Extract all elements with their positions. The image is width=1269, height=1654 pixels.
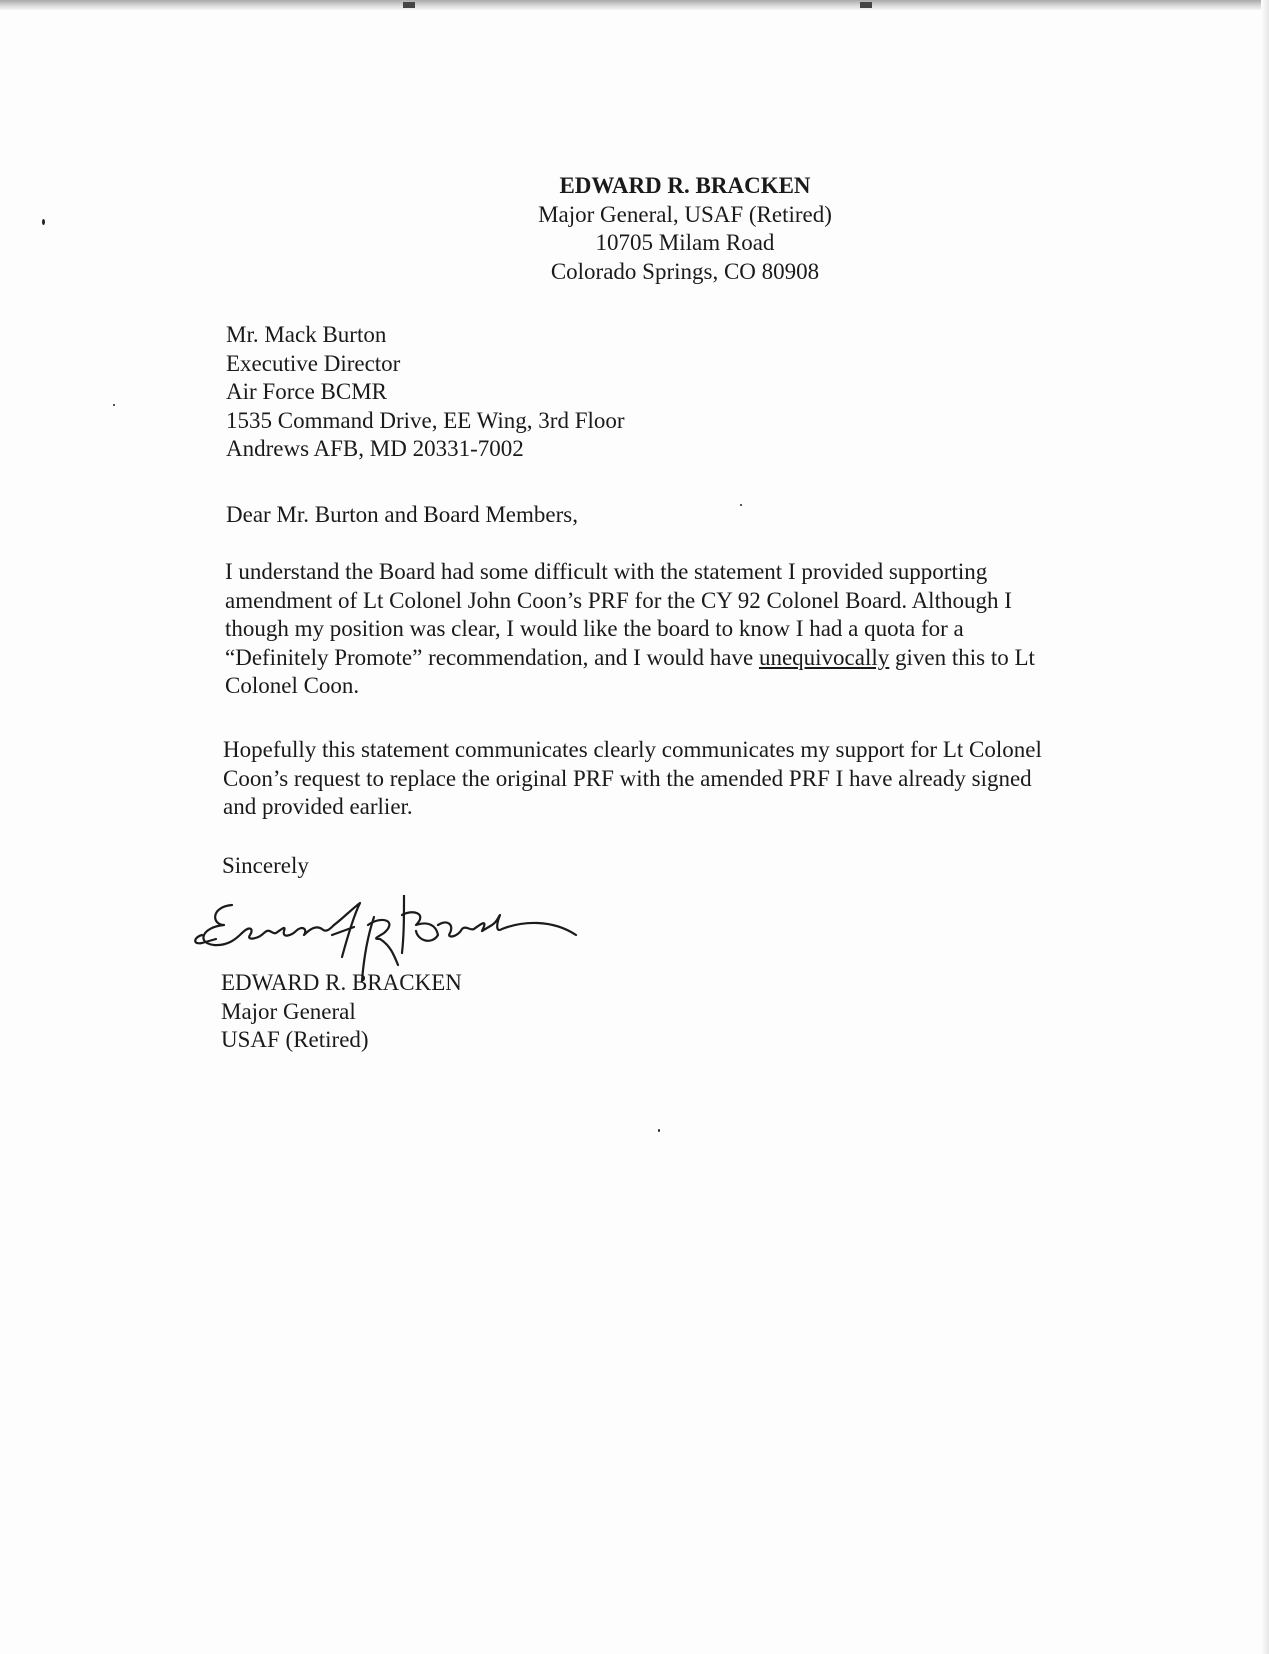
- paragraph-line: though my position was clear, I would like the board to know I had a quota for a: [225, 616, 964, 641]
- signer-service: USAF (Retired): [221, 1027, 369, 1052]
- recipient-office: Air Force BCMR: [226, 379, 387, 404]
- salutation: Dear Mr. Burton and Board Members,: [226, 502, 578, 527]
- paragraph-line: I understand the Board had some difficult with the statement I provided supporting: [225, 559, 988, 584]
- underlined-word: unequivocally: [758, 644, 890, 670]
- scan-clip-mark: [403, 2, 415, 8]
- signer-rank: Major General: [221, 998, 356, 1024]
- recipient-name: Mr. Mack Burton: [226, 322, 387, 347]
- scan-clip-mark: [860, 2, 872, 8]
- scan-speck: [113, 404, 115, 406]
- paragraph-line: Coon’s request to replace the original PRF with the amended PRF I have already signed: [223, 765, 1032, 791]
- paragraph-text: given this to Lt: [889, 644, 1035, 670]
- letterhead-street: 10705 Milam Road: [595, 230, 775, 255]
- paragraph-line: and provided earlier.: [223, 794, 413, 819]
- signature-block: [221, 969, 462, 1055]
- scan-top-edge: [0, 0, 1269, 10]
- letterhead-name: EDWARD R. BRACKEN: [559, 173, 811, 198]
- paragraph-line: Colonel Coon.: [225, 673, 360, 698]
- paragraph-line: [225, 644, 1035, 673]
- body-paragraph-1: [225, 558, 1035, 701]
- body-paragraph-2: [223, 736, 1042, 822]
- paragraph-line: Hopefully this statement communicates clearly communicates my support for Lt Colonel: [223, 737, 1042, 762]
- signer-name: EDWARD R. BRACKEN: [221, 970, 462, 995]
- scan-speck: [42, 219, 45, 225]
- closing: Sincerely: [222, 853, 309, 878]
- paragraph-text: “Definitely Promote” recommendation, and I would have: [225, 644, 759, 670]
- letterhead-city: Colorado Springs, CO 80908: [550, 258, 820, 284]
- scan-right-edge: [1261, 0, 1269, 1654]
- letterhead-title: Major General, USAF (Retired): [538, 201, 832, 227]
- recipient-address: [226, 321, 625, 464]
- recipient-position: Executive Director: [226, 350, 401, 376]
- recipient-city: Andrews AFB, MD 20331-7002: [226, 436, 524, 461]
- scan-speck: [740, 504, 742, 506]
- recipient-street: 1535 Command Drive, EE Wing, 3rd Floor: [226, 407, 625, 433]
- letterhead: [470, 172, 900, 286]
- paragraph-line: amendment of Lt Colonel John Coon’s PRF for the CY 92 Colonel Board. Although I: [225, 587, 1012, 613]
- scan-speck: [658, 1129, 660, 1132]
